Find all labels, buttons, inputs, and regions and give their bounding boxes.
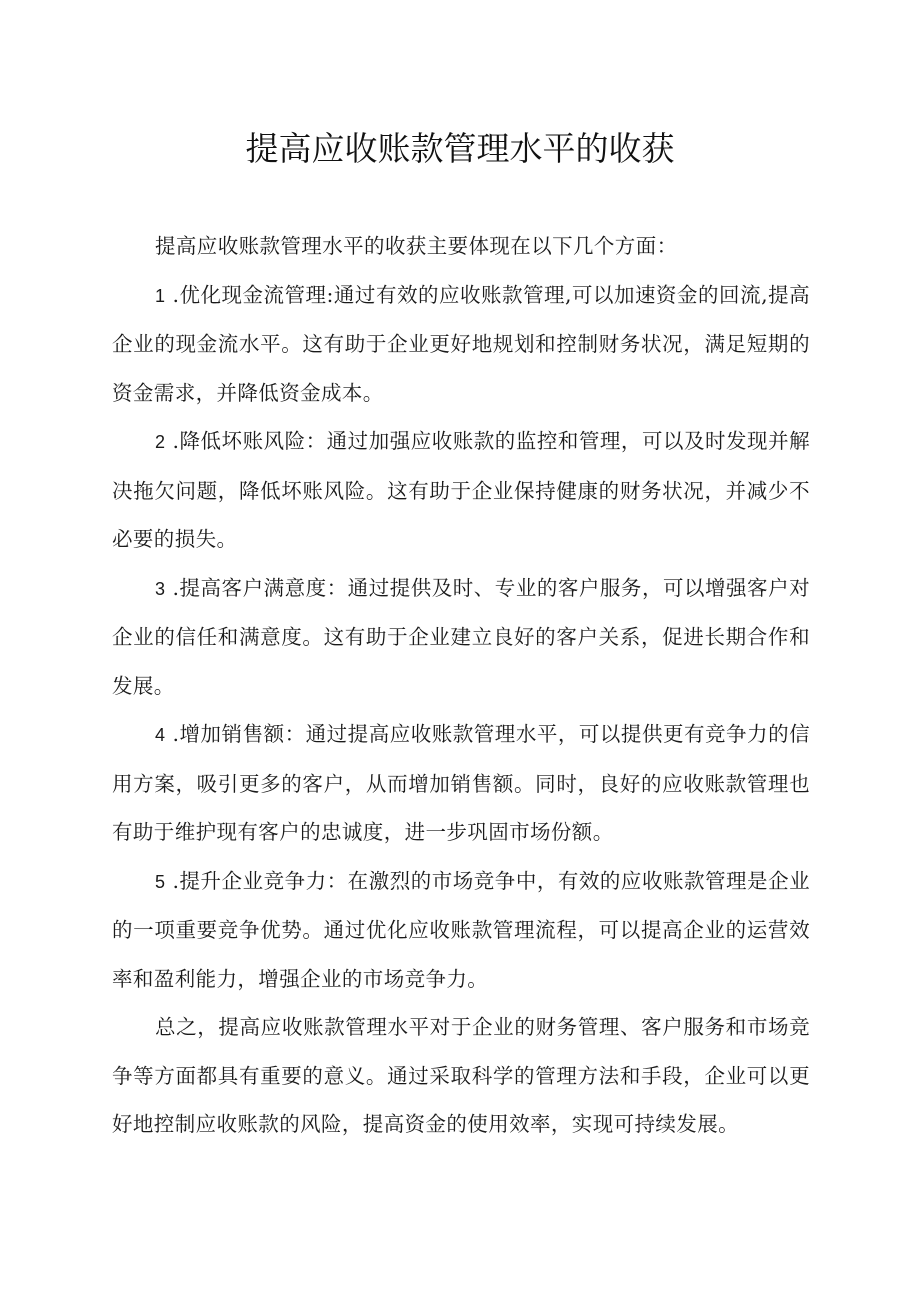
- item-text: .增加销售额：通过提高应收账款管理水平，可以提供更有竞争力的信用方案，吸引更多的客户，从而增加销售额。同时，良好的应收账款管理也有助于维护现有客户的忠诚度，进一步巩固市场份额。: [112, 722, 810, 844]
- list-item-2: [112, 417, 810, 564]
- document-title: 提高应收账款管理水平的收获: [245, 129, 675, 168]
- item-number: 3: [155, 578, 166, 599]
- list-item-1: [112, 271, 810, 418]
- item-number: 5: [155, 871, 166, 892]
- item-text: .提高客户满意度：通过提供及时、专业的客户服务，可以增强客户对企业的信任和满意度。这有助于企业建立良好的客户关系，促进长期合作和发展。: [112, 575, 810, 698]
- item-text: .优化现金流管理:通过有效的应收账款管理,可以加速资金的回流,提高企业的现金流水平。这有助于企业更好地规划和控制财务状况，满足短期的资金需求，并降低资金成本。: [112, 282, 811, 405]
- intro-paragraph: 提高应收账款管理水平的收获主要体现在以下几个方面：: [155, 234, 678, 258]
- list-item-4: [112, 710, 810, 857]
- item-number: 2: [155, 432, 166, 452]
- item-text: .降低坏账风险：通过加强应收账款的监控和管理，可以及时发现并解决拖欠问题，降低坏账风险。这有助于企业保持健康的财务状况，并减少不必要的损失。: [112, 429, 810, 551]
- document-body: [112, 222, 810, 1149]
- list-item-3: [112, 564, 810, 711]
- item-number: 1: [155, 285, 166, 306]
- item-number: 4: [155, 725, 166, 745]
- list-item-5: [112, 857, 810, 1004]
- conclusion-paragraph: 总之，提高应收账款管理水平对于企业的财务管理、客户服务和市场竞争等方面都具有重要的意义。通过采取科学的管理方法和手段，企业可以更好地控制应收账款的风险，提高资金的使用效率，实现可持续发展。: [112, 1015, 810, 1136]
- item-text: .提升企业竞争力：在激烈的市场竞争中，有效的应收账款管理是企业的一项重要竞争优势。通过优化应收账款管理流程，可以提高企业的运营效率和盈利能力，增强企业的市场竞争力。: [112, 868, 810, 991]
